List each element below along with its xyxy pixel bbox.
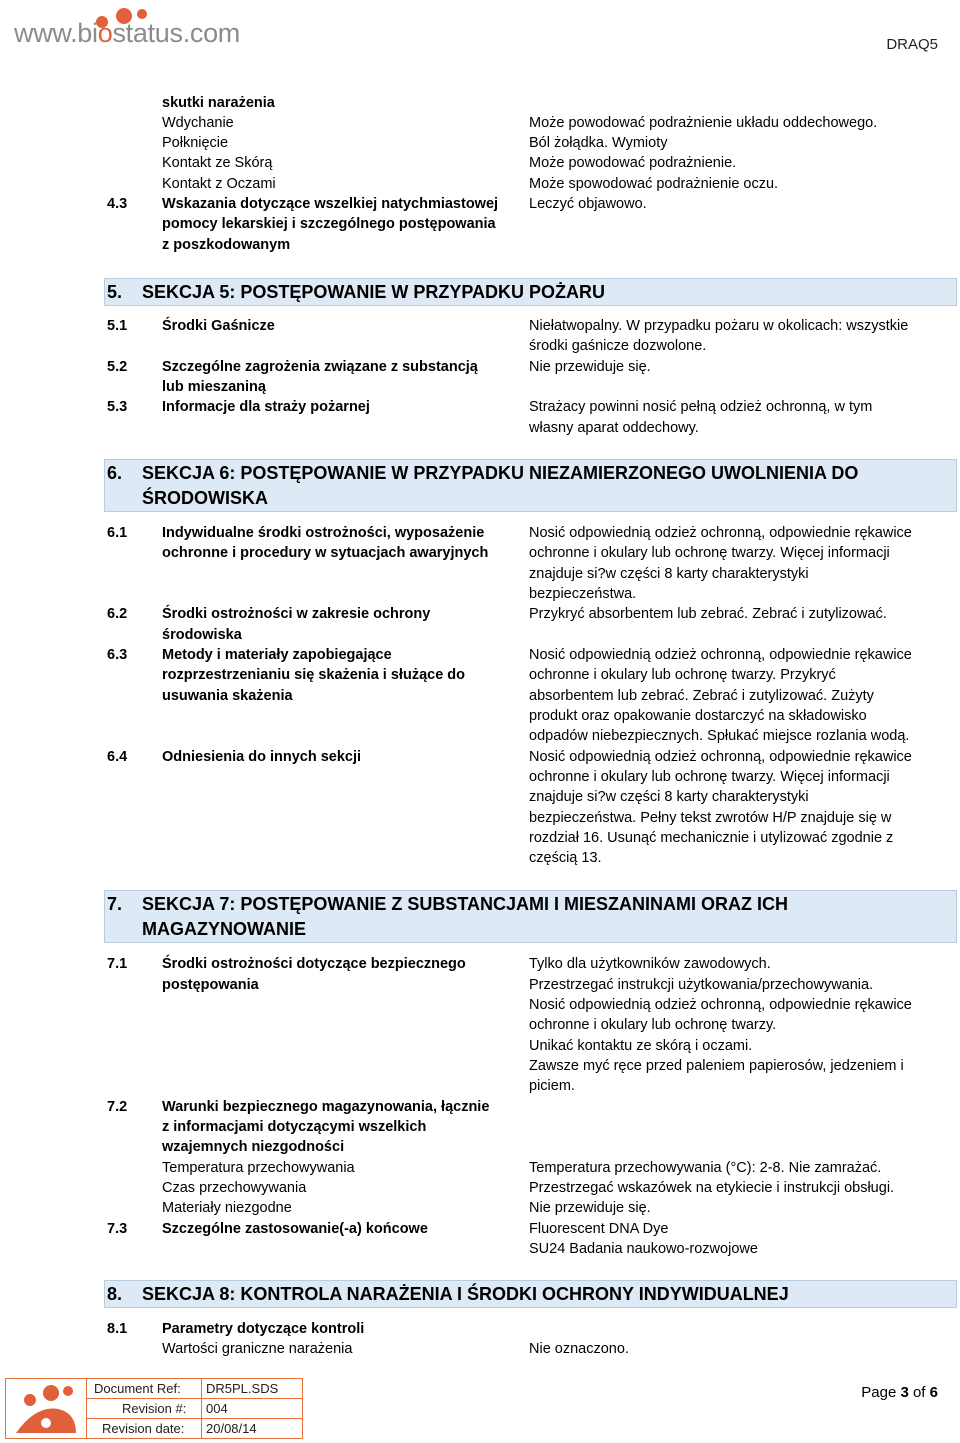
row-label: Kontakt z Oczami [162,176,276,192]
subsection-value: znajduje si?w części 8 karty charakterystyki [529,789,809,805]
revision-date-value: 20/08/14 [206,1421,257,1436]
subsection-label: z poszkodowanym [162,237,291,253]
section-title: SEKCJA 5: POSTĘPOWANIE W PRZYPADKU POŻARU [142,282,606,302]
row-value: Temperatura przechowywania (°C): 2-8. Nie zamrażać. [529,1160,882,1176]
row-value: Nie przewiduje się. [529,1200,651,1216]
row-label: Materiały niezgodne [162,1200,292,1216]
subsection-value: Nosić odpowiednią odzież ochronną, odpowiednie rękawice [529,525,912,541]
section-title: ŚRODOWISKA [142,488,268,508]
page-number: Page 3 of 6 [861,1384,938,1401]
subsection-value: Przestrzegać instrukcji użytkowania/przechowywania. [529,977,874,993]
subsection-value: absorbentem lub zebrać. Zebrać i zutylizować. Zużyty [529,688,874,704]
subsection-value: ochronne i okulary lub ochronę twarzy. Więcej informacji [529,769,890,785]
row-value: Może powodować podrażnienie. [529,155,737,171]
row-label: Wdychanie [162,115,234,131]
subsection-value: piciem. [529,1078,575,1094]
subsection-value: Unikać kontaktu ze skórą i oczami. [529,1038,753,1054]
subsection-label: Indywidualne środki ostrożności, wyposażenie [162,525,485,541]
row-value: Nie oznaczono. [529,1341,629,1357]
subsection-number: 7.3 [107,1221,128,1237]
row-label: Czas przechowywania [162,1180,307,1196]
subsection-value: Nosić odpowiednią odzież ochronną, odpowiednie rękawice [529,749,912,765]
subsection-number: 6.1 [107,525,128,541]
subsection-label: Środki ostrożności w zakresie ochrony [162,606,431,622]
subsection-label: Wskazania dotyczące wszelkiej natychmiastowej [162,196,499,212]
section-number: 6. [107,463,123,483]
row-label: Kontakt ze Skórą [162,155,273,171]
doc-ref-value: DR5PL.SDS [206,1381,279,1396]
subsection-value: własny aparat oddechowy. [529,420,699,436]
subsection-number: 5.3 [107,399,128,415]
subsection-value: Nosić odpowiednią odzież ochronną, odpowiednie rękawice [529,647,912,663]
subsection-value: ochronne i okulary lub ochronę twarzy. [529,1017,777,1033]
subsection-label: Szczególne zastosowanie(-a) końcowe [162,1221,428,1237]
doc-ref-label: Document Ref: [94,1381,181,1396]
subsection-value: znajduje si?w części 8 karty charakterystyki [529,566,809,582]
subsection-number: 6.4 [107,749,128,765]
subsection-value: Przykryć absorbentem lub zebrać. Zebrać i zutylizować. [529,606,887,622]
exposure-effects-heading: skutki narażenia [162,95,275,111]
subsection-value: Zawsze myć ręce przed paleniem papierosów, jedzeniem i [529,1058,904,1074]
subsection-label: Metody i materiały zapobiegające [162,647,392,663]
footer-revision-box [5,1378,303,1439]
subsection-label: usuwania skażenia [162,688,293,704]
subsection-label: rozprzestrzenianiu się skażenia i służące do [162,667,465,683]
revision-value: 004 [206,1401,228,1416]
subsection-value: Fluorescent DNA Dye [529,1221,669,1237]
subsection-label: ochronne i procedury w sytuacjach awaryjnych [162,545,489,561]
subsection-value: częścią 13. [529,850,602,866]
section-number: 7. [107,894,123,914]
section-title: SEKCJA 6: POSTĘPOWANIE W PRZYPADKU NIEZAMIERZONEGO UWOLNIENIA DO [142,463,859,483]
subsection-label: Środki Gaśnicze [162,318,275,334]
row-value: Może spowodować podrażnienie oczu. [529,176,779,192]
subsection-value: Tylko dla użytkowników zawodowych. [529,956,771,972]
subsection-label: Informacje dla straży pożarnej [162,399,370,415]
section-number: 8. [107,1284,123,1304]
subsection-value: Strażacy powinni nosić pełną odzież ochronną, w tym [529,399,873,415]
biostatus-logo [14,6,254,50]
subsection-number: 5.2 [107,359,128,375]
subsection-number: 8.1 [107,1321,128,1337]
section-title: SEKCJA 7: POSTĘPOWANIE Z SUBSTANCJAMI I MIESZANINAMI ORAZ ICH [142,894,789,914]
revision-date-label: Revision date: [102,1421,185,1436]
subsection-label: z informacjami dotyczącymi wszelkich [162,1119,427,1135]
subsection-value: Nie przewiduje się. [529,359,651,375]
row-label: Połknięcie [162,135,229,151]
row-value: Przestrzegać wskazówek na etykiecie i instrukcji obsługi. [529,1180,895,1196]
section-title: SEKCJA 8: KONTROLA NARAŻENIA I ŚRODKI OCHRONY INDYWIDUALNEJ [142,1284,789,1304]
subsection-number: 5.1 [107,318,128,334]
subsection-label: Warunki bezpiecznego magazynowania, łącznie [162,1099,490,1115]
subsection-value: bezpieczeństwa. Pełny tekst zwrotów H/P znajduje się w [529,810,892,826]
subsection-number: 7.2 [107,1099,128,1115]
subsection-label: pomocy lekarskiej i szczególnego postępowania [162,216,496,232]
subsection-value: rozdział 16. Usunąć mechanicznie i utylizować zgodnie z [529,830,894,846]
revision-label: Revision #: [122,1401,187,1416]
subsection-number: 7.1 [107,956,128,972]
subsection-value: ochronne i okulary lub ochronę twarzy. Przykryć [529,667,836,683]
logo-text: www.biostatus.com [14,18,240,48]
row-label: Temperatura przechowywania [162,1160,355,1176]
row-label: Wartości graniczne narażenia [162,1341,353,1357]
subsection-label: Odniesienia do innych sekcji [162,749,362,765]
subsection-value: ochronne i okulary lub ochronę twarzy. Więcej informacji [529,545,890,561]
subsection-number: 6.3 [107,647,128,663]
subsection-value: produkt oraz opakowanie dostarczyć na składowisko [529,708,867,724]
section-number: 5. [107,282,123,302]
subsection-value: środki gaśnicze dozwolone. [529,338,707,354]
subsection-label: Parametry dotyczące kontroli [162,1321,365,1337]
subsection-value: Niełatwopalny. W przypadku pożaru w okolicach: wszystkie [529,318,909,334]
subsection-number: 4.3 [107,196,128,212]
subsection-label: lub mieszaniną [162,379,266,395]
subsection-value: SU24 Badania naukowo-rozwojowe [529,1241,758,1257]
footer-logo-cell [6,1379,87,1438]
subsection-value: bezpieczeństwa. [529,586,637,602]
subsection-value: Leczyć objawowo. [529,196,647,212]
document-code: DRAQ5 [886,36,938,53]
section-title: MAGAZYNOWANIE [142,919,306,939]
subsection-label: Środki ostrożności dotyczące bezpiecznego [162,956,466,972]
subsection-label: Szczególne zagrożenia związane z substancją [162,359,478,375]
footer-divider [201,1379,202,1438]
subsection-value: Nosić odpowiednią odzież ochronną, odpowiednie rękawice [529,997,912,1013]
subsection-number: 6.2 [107,606,128,622]
subsection-label: wzajemnych niezgodności [162,1139,345,1155]
row-value: Ból żołądka. Wymioty [529,135,668,151]
company-logo-icon [6,1379,86,1438]
subsection-label: postępowania [162,977,259,993]
row-value: Może powodować podrażnienie układu oddechowego. [529,115,878,131]
subsection-label: środowiska [162,627,242,643]
subsection-value: odpadów niebezpiecznych. Spłukać miejsce rozlania wodą. [529,728,910,744]
